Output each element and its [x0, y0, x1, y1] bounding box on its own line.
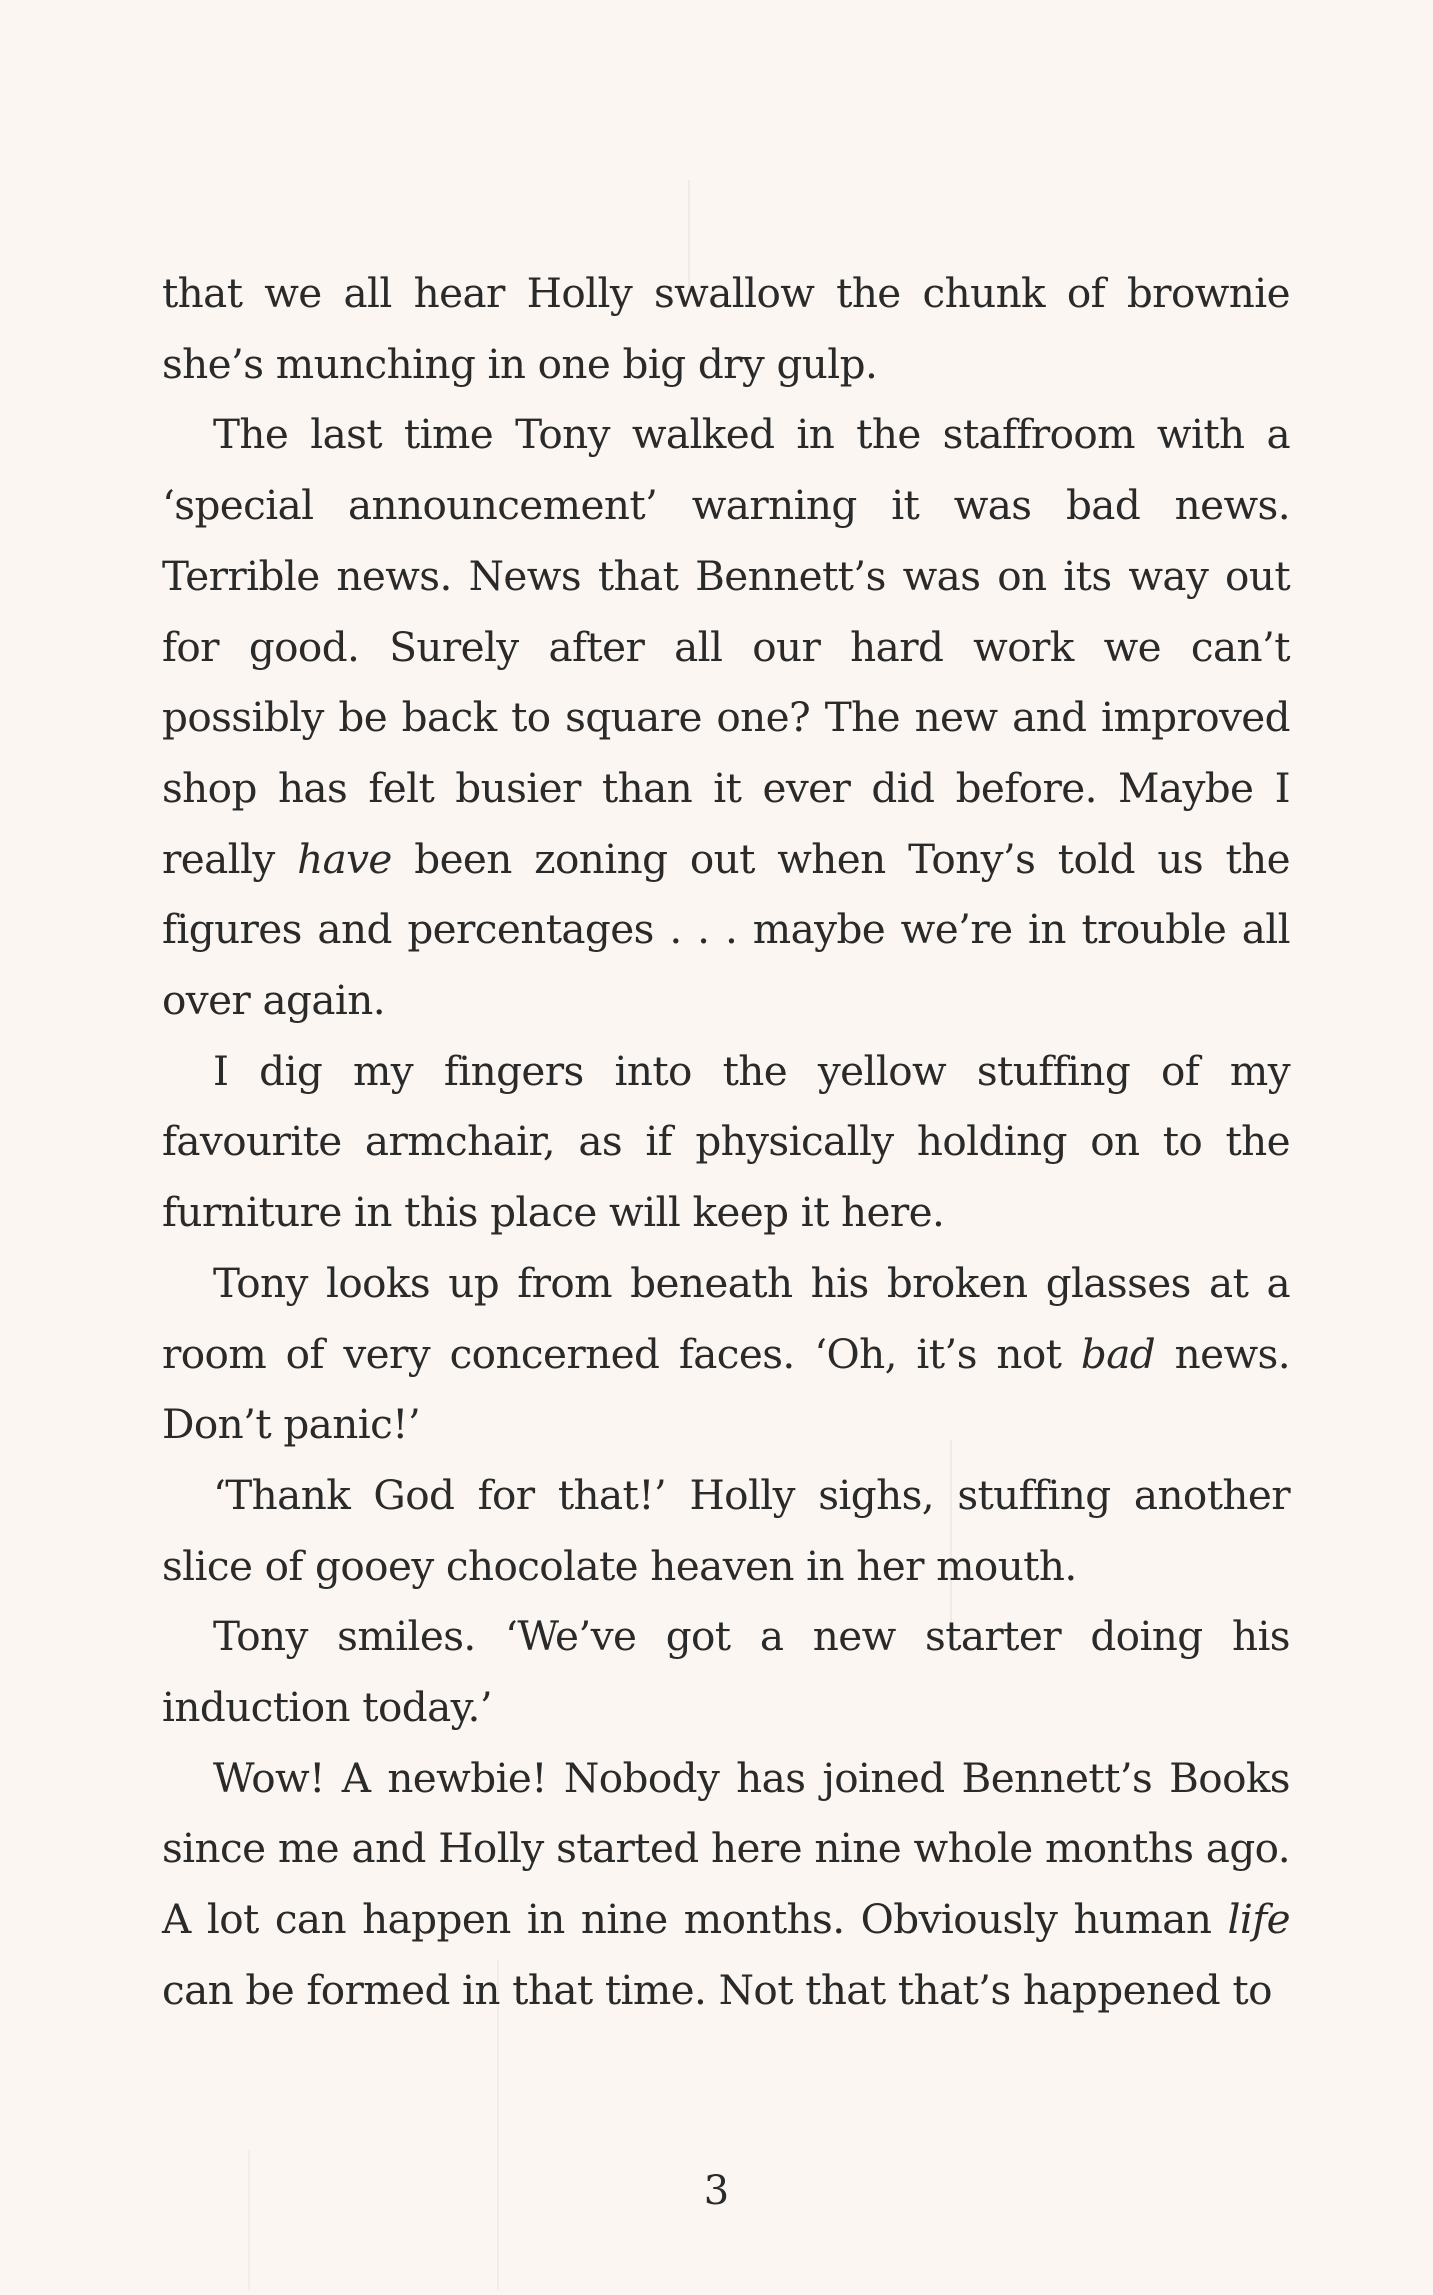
paragraph-text: Wow! A newbie! Nobody has joined Bennett’s Books since me and Holly started here nine whole months ago. A lot can happen in nine months. Obviously human — [162, 1753, 1290, 1944]
page-number: 3 — [703, 2168, 730, 2214]
emphasis-text: bad — [1080, 1329, 1156, 1378]
paragraph-text: that we all hear Holly swallow the chunk of brownie she’s munching in one big dry gulp. — [162, 269, 1290, 388]
paragraph — [162, 399, 1290, 1035]
paragraph — [162, 1036, 1290, 1248]
emphasis-text: life — [1227, 1895, 1290, 1944]
paragraph — [162, 1601, 1290, 1742]
paragraph-text: Tony smiles. ‘We’ve got a new starter doing his induction today.’ — [162, 1612, 1290, 1732]
paragraph-text: can be formed in that time. Not that that’s happened to — [162, 1965, 1272, 2014]
paragraph — [162, 1743, 1290, 2026]
paragraph-text: ‘Thank God for that!’ Holly sighs, stuffing another slice of gooey chocolate heaven in her mouth. — [162, 1470, 1290, 1590]
paragraph-text: The last time Tony walked in the staffroom with a ‘special announcement’ warning it was bad news. Terrible news. News that Bennett’s was on its way out for good. Surely after all our hard work we can’t possibly be back to square one? The new and improved shop has felt busier than it ever did before. Maybe I really — [162, 410, 1290, 883]
paragraph-text: been zoning out when Tony’s told us the figures and percentages . . . maybe we’re in trouble all over again. — [162, 834, 1290, 1025]
emphasis-text: have — [297, 834, 392, 883]
body-text — [162, 258, 1290, 2026]
paragraph-text: I dig my fingers into the yellow stuffing of my favourite armchair, as if physically holding on to the furniture in this place will keep it here. — [162, 1046, 1290, 1237]
paragraph — [162, 1248, 1290, 1460]
paragraph — [162, 258, 1290, 399]
paragraph-text: news. Don’t panic!’ — [162, 1329, 1291, 1449]
paragraph — [162, 1460, 1290, 1601]
paragraph-text: Tony looks up from beneath his broken glasses at a room of very concerned faces. ‘Oh, it’s not — [162, 1258, 1290, 1378]
